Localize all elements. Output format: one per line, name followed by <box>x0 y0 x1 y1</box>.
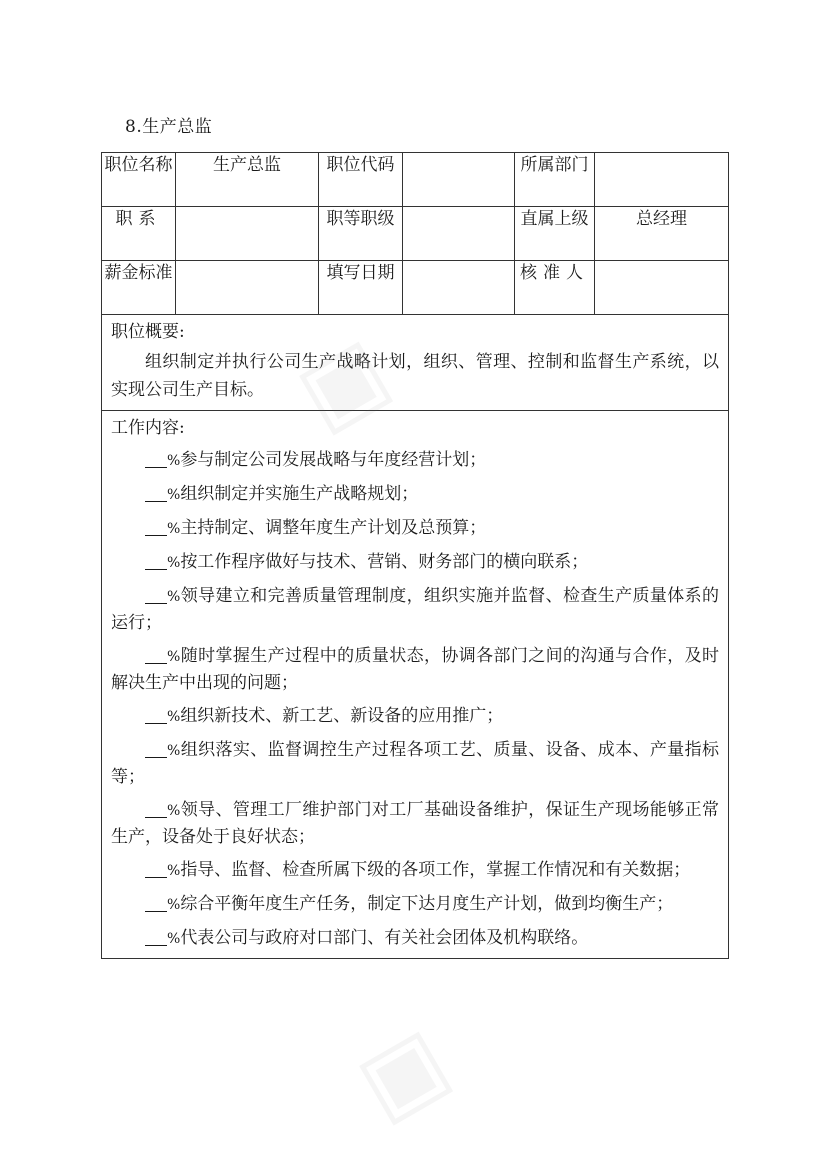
duty-text: 领导建立和完善质量管理制度，组织实施并监督、检查生产质量体系的运行； <box>111 586 719 633</box>
duty-item <box>111 447 719 474</box>
position-code-label: 职位代码 <box>319 153 403 207</box>
work-content-label: 工作内容: <box>111 418 185 438</box>
table-row <box>102 261 729 315</box>
percent-sign: % <box>167 487 181 503</box>
duty-text: 指导、监督、检查所属下级的各项工作，掌握工作情况和有关数据； <box>180 860 691 880</box>
duty-text: 随时掌握生产过程中的质量状态，协调各部门之间的沟通与合作，及时解决生产中出现的问题； <box>111 646 719 693</box>
supervisor-label: 直属上级 <box>515 207 595 261</box>
percentage-blank[interactable] <box>145 860 167 878</box>
percentage-blank[interactable] <box>145 706 167 724</box>
percentage-blank[interactable] <box>145 586 167 604</box>
table-row <box>102 207 729 261</box>
duty-item <box>111 797 719 850</box>
percent-sign: % <box>167 863 181 879</box>
percent-sign: % <box>167 743 181 759</box>
percentage-blank[interactable] <box>145 552 167 570</box>
duty-item <box>111 891 719 918</box>
summary-label: 职位概要: <box>111 322 185 342</box>
job-family-value <box>176 207 319 261</box>
percentage-blank[interactable] <box>145 450 167 468</box>
percent-sign: % <box>167 931 181 947</box>
percent-sign: % <box>167 453 181 469</box>
position-code-value <box>403 153 515 207</box>
percentage-blank[interactable] <box>145 518 167 536</box>
job-description-table <box>101 152 729 959</box>
salary-label: 薪金标准 <box>102 261 176 315</box>
duty-text: 按工作程序做好与技术、营销、财务部门的横向联系； <box>180 552 589 572</box>
percent-sign: % <box>167 589 181 605</box>
grade-value <box>403 207 515 261</box>
duty-list <box>111 447 719 952</box>
table-row <box>102 153 729 207</box>
duty-text: 组织制定并实施生产战略规划； <box>180 484 419 504</box>
percentage-blank[interactable] <box>145 894 167 912</box>
percentage-blank[interactable] <box>145 928 167 946</box>
percent-sign: % <box>167 803 181 819</box>
duty-item <box>111 583 719 636</box>
duty-text: 综合平衡年度生产任务，制定下达月度生产计划，做到均衡生产； <box>180 894 674 914</box>
percent-sign: % <box>167 709 181 725</box>
fill-date-label: 填写日期 <box>319 261 403 315</box>
department-label: 所属部门 <box>515 153 595 207</box>
watermark: ▣ <box>339 1005 466 1140</box>
grade-label: 职等职级 <box>319 207 403 261</box>
approver-value <box>595 261 729 315</box>
supervisor-value: 总经理 <box>595 207 729 261</box>
salary-value <box>176 261 319 315</box>
watermark: ▣ <box>279 315 406 450</box>
percentage-blank[interactable] <box>145 484 167 502</box>
summary-row <box>102 315 729 411</box>
percentage-blank[interactable] <box>145 740 167 758</box>
fill-date-value <box>403 261 515 315</box>
duty-text: 组织落实、监督调控生产过程各项工艺、质量、设备、成本、产量指标等； <box>111 740 719 787</box>
duty-item <box>111 481 719 508</box>
duty-text: 参与制定公司发展战略与年度经营计划； <box>180 450 487 470</box>
duty-text: 组织新技术、新工艺、新设备的应用推广； <box>180 706 504 726</box>
section-title: 8.生产总监 <box>125 117 213 137</box>
percent-sign: % <box>167 521 181 537</box>
approver-label: 核准人 <box>515 261 595 315</box>
duty-text: 领导、管理工厂维护部门对工厂基础设备维护，保证生产现场能够正常生产，设备处于良好状态； <box>111 800 719 847</box>
duty-text: 代表公司与政府对口部门、有关社会团体及机构联络。 <box>180 928 589 948</box>
position-name-label: 职位名称 <box>102 153 176 207</box>
summary-text: 组织制定并执行公司生产战略计划，组织、管理、控制和监督生产系统，以实现公司生产目标。 <box>111 352 719 400</box>
summary-cell <box>102 315 729 411</box>
duty-item <box>111 515 719 542</box>
duty-item <box>111 703 719 730</box>
duty-text: 主持制定、调整年度生产计划及总预算； <box>180 518 487 538</box>
job-family-label: 职系 <box>102 207 176 261</box>
position-name-value: 生产总监 <box>176 153 319 207</box>
duty-item <box>111 643 719 696</box>
department-value <box>595 153 729 207</box>
percent-sign: % <box>167 897 181 913</box>
percent-sign: % <box>167 555 181 571</box>
duty-item <box>111 737 719 790</box>
percentage-blank[interactable] <box>145 800 167 818</box>
work-content-row <box>102 411 729 959</box>
duty-item <box>111 549 719 576</box>
percentage-blank[interactable] <box>145 646 167 664</box>
duty-item <box>111 857 719 884</box>
duty-item <box>111 925 719 952</box>
percent-sign: % <box>167 649 181 665</box>
work-content-cell <box>102 411 729 959</box>
